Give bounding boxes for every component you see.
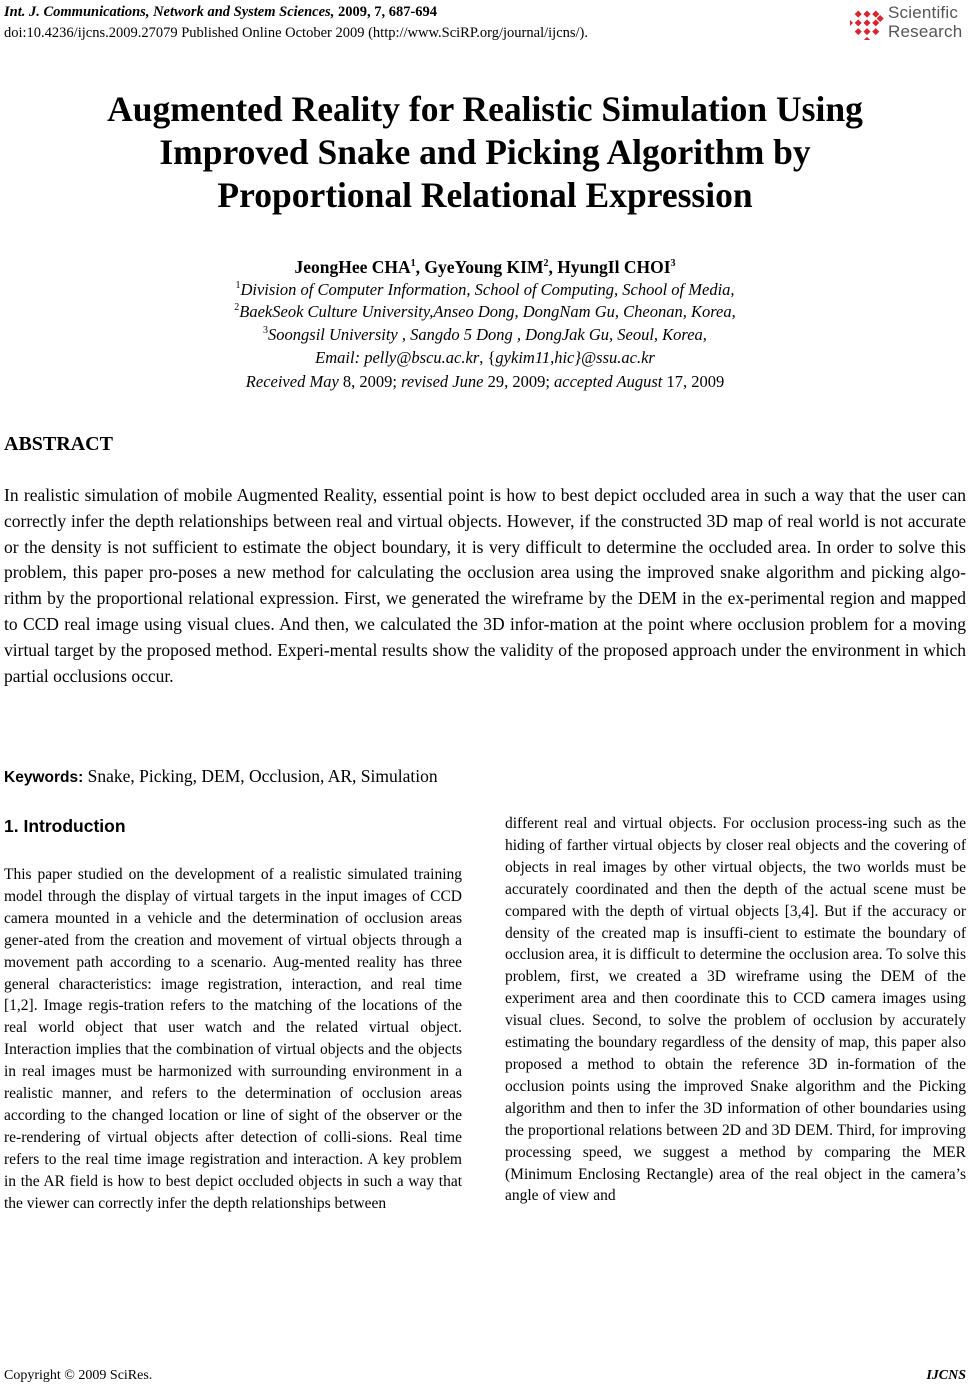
received-dates xyxy=(0,372,970,392)
author-affiliation-mark: 3 xyxy=(670,258,676,269)
keywords-line xyxy=(4,765,438,789)
journal-volume: 2009, 7, 687-694 xyxy=(334,4,438,20)
logo-square xyxy=(863,19,870,26)
doi-line: doi:10.4236/ijcns.2009.27079 Published Online October 2009 (http://www.SciRP.org/journal/ijcns/). xyxy=(4,25,589,41)
journal-header xyxy=(4,3,437,21)
logo-square xyxy=(863,37,870,40)
keywords-text: Snake, Picking, DEM, Occlusion, AR, Simulation xyxy=(83,766,438,786)
email-separator: , xyxy=(479,348,488,367)
revised-date: 29, 2009; xyxy=(483,372,555,391)
author-name: HyungIl CHOI xyxy=(557,257,671,277)
revised-label: revised June xyxy=(401,372,484,391)
affiliation-2 xyxy=(0,302,970,322)
affiliation-mark: 2 xyxy=(234,302,240,313)
title-line-1: Augmented Reality for Realistic Simulation Using xyxy=(107,89,863,129)
logo-square xyxy=(850,19,853,26)
affiliation-3 xyxy=(0,325,970,345)
logo-square xyxy=(863,11,870,18)
author-name: JeongHee CHA xyxy=(294,257,411,277)
received-date: 8, 2009; xyxy=(338,372,402,391)
author-list xyxy=(0,256,970,278)
email-text-rest: gykim11,hic}@ssu.ac.kr xyxy=(495,348,655,367)
affiliation-text: Soongsil University , Sangdo 5 Dong , DongJak Gu, Seoul, Korea, xyxy=(268,325,707,344)
logo-text-line1: Scientific xyxy=(888,3,959,22)
received-label: Received May xyxy=(245,372,339,391)
author-separator: , xyxy=(548,257,558,277)
affiliation-text: BaekSeok Culture University,Anseo Dong, DongNam Gu, Cheonan, Korea, xyxy=(239,302,736,321)
keywords-label: Keywords: xyxy=(4,769,84,786)
logo-square xyxy=(863,28,870,35)
email-brace: { xyxy=(487,348,496,367)
abstract-text: In realistic simulation of mobile Augmented Reality, essential point is how to best depict occluded area in such a way that the user can correctly infer the depth relationships between real and virtual objects. However, if the constructed 3D map of real world is not accurate or the density is not sufficient to estimate the object boundary, it is very difficult to determine the occluded area. In order to solve this problem, this paper pro-poses a new method for calculating the occlusion area using the improved snake algorithm and picking algo-rithm by the proportional relational expression. First, we generated the wireframe by the DEM in the ex-perimental region and mapped to CCD real image using visual clues. And then, we calculated the 3D infor-mation at the point where occlusion problem for a moving virtual target by the proposed method. Experi-mental results show the validity of the proposed approach under the environment in which partial occlusions occur. xyxy=(4,485,966,686)
logo-square xyxy=(855,11,862,18)
title-line-2: Improved Snake and Picking Algorithm by xyxy=(159,132,811,172)
affiliation-text: Division of Computer Information, School of Computing, School of Media, xyxy=(240,280,735,299)
logo-square xyxy=(877,15,884,22)
section-heading-introduction: 1. Introduction xyxy=(4,816,126,836)
email-line xyxy=(0,348,970,368)
journal-name: Int. J. Communications, Network and System Sciences, xyxy=(4,4,335,20)
publisher-logo xyxy=(850,2,970,44)
author-affiliation-mark: 1 xyxy=(410,258,416,269)
body-column-left: This paper studied on the development of a realistic simulated training model through the display of virtual targets in the input images of CCD camera mounted in a vehicle and the determination of occlusion areas gener-ated from the creation and movement of virtual objects through a movement path according to a scenario. Aug-mented reality has three general characteristics: image registration, interaction, and real time [1,2]. Image regis-tration refers to the matching of the locations of the real world object that user watch and the related virtual object. Interaction implies that the combination of virtual objects and the objects in real images must be harmonized with surrounding environment in a realistic manner, and refers to the determination of occlusion areas according to the changed location or line of sight of the observer or the re-rendering of virtual objects after detection of colli-sions. Real time refers to the real time image registration and interaction. A key problem in the AR field is how to best depict occluded objects in such a way that the viewer can correctly infer the depth relationships between xyxy=(4,866,462,1212)
footer-journal-abbr: IJCNS xyxy=(926,1368,966,1383)
abstract-heading: ABSTRACT xyxy=(4,433,113,455)
email-text: Email: pelly@bscu.ac.kr xyxy=(315,348,480,367)
author-name: GyeYoung KIM xyxy=(424,257,544,277)
paper-title xyxy=(0,88,970,217)
logo-square xyxy=(855,19,862,26)
accepted-label: accepted August xyxy=(554,372,663,391)
logo-square xyxy=(872,28,879,35)
logo-square xyxy=(872,11,879,18)
logo-square xyxy=(872,19,879,26)
accepted-date: 17, 2009 xyxy=(662,372,725,391)
affiliation-1 xyxy=(0,280,970,300)
scirp-logo-icon xyxy=(850,6,884,40)
author-separator: , xyxy=(415,257,425,277)
footer-copyright: Copyright © 2009 SciRes. xyxy=(4,1368,153,1383)
affiliation-mark: 3 xyxy=(263,325,269,336)
affiliation-mark: 1 xyxy=(235,280,241,291)
logo-square xyxy=(855,28,862,35)
author-affiliation-mark: 2 xyxy=(543,258,549,269)
title-line-3: Proportional Relational Expression xyxy=(217,175,753,215)
logo-text-line2: Research xyxy=(888,22,963,41)
body-column-right: different real and virtual objects. For occlusion process-ing such as the hiding of farther virtual objects by closer real objects and the covering of objects in real images by other virtual objects, the two worlds must be accurately coordinated and then the depth of the actual scene must be compared with the depth of virtual objects [3,4]. But if the accuracy or density of the created map is insuffi-cient to estimate the boundary of occlusion area, it is difficult to determine the occlusion area. To solve this problem, first, we created a 3D wireframe using the DEM of the experiment area and then coordinate this to CCD camera images using visual clues. Second, to solve the problem of occlusion by accurately estimating the boundary regardless of the density of map, this paper also proposed a method to obtain the reference 3D in-formation of the occlusion points using the improved Snake algorithm and the Picking algorithm and then to infer the 3D information of other boundaries using the proportional relations between 2D and 3D DEM. Third, for improving processing speed, we suggest a method by comparing the MER (Minimum Enclosing Rectangle) area of the real object in the camera’s angle of view and xyxy=(505,815,966,1205)
